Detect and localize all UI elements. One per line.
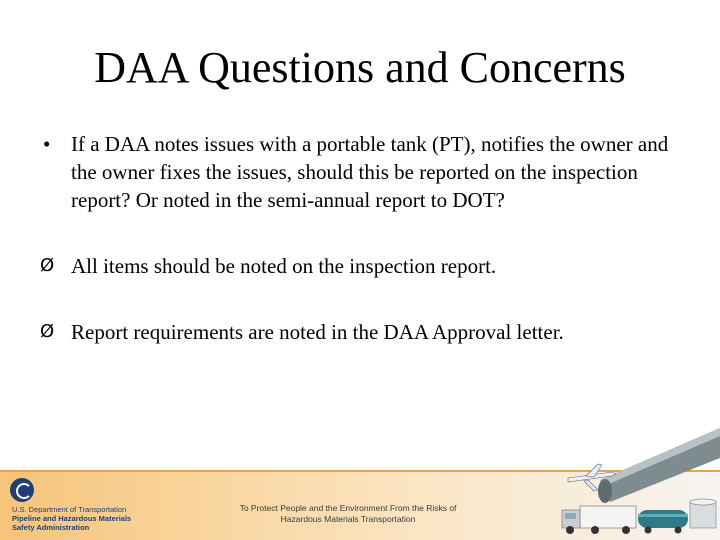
bullet-text: Report requirements are noted in the DAA Approval letter. xyxy=(71,320,564,344)
dot-logo-icon xyxy=(10,478,34,502)
slide-title: DAA Questions and Concerns xyxy=(94,43,626,92)
storage-tank-icon xyxy=(690,499,716,528)
arrow-bullet-icon: Ø xyxy=(40,255,55,276)
bullet-text: If a DAA notes issues with a portable tank (PT), notifies the owner and the owner fixes the issues, should this be reported on the inspection report? Or noted in the semi-annual report to DOT? xyxy=(71,132,669,212)
organization-name xyxy=(12,505,131,532)
org-line: U.S. Department of Transportation xyxy=(12,505,127,514)
bullet-item xyxy=(40,318,690,346)
tank-car-icon xyxy=(638,510,688,534)
bullet-item xyxy=(40,130,690,214)
mission-line: Hazardous Materials Transportation xyxy=(280,514,416,524)
bullet-marker: • xyxy=(43,132,51,156)
truck-icon xyxy=(562,506,636,534)
bullet-text: All items should be noted on the inspection report. xyxy=(71,254,497,278)
org-line: Safety Administration xyxy=(12,523,90,532)
pipeline-icon xyxy=(598,428,720,503)
arrow-bullet-icon: Ø xyxy=(40,321,55,342)
mission-line: To Protect People and the Environment From the Risks of xyxy=(239,503,457,513)
bullet-item xyxy=(40,252,690,280)
org-line: Pipeline and Hazardous Materials xyxy=(12,514,132,523)
transportation-collage-icon xyxy=(540,410,720,540)
slide-body xyxy=(40,130,690,346)
mission-statement xyxy=(228,503,468,525)
